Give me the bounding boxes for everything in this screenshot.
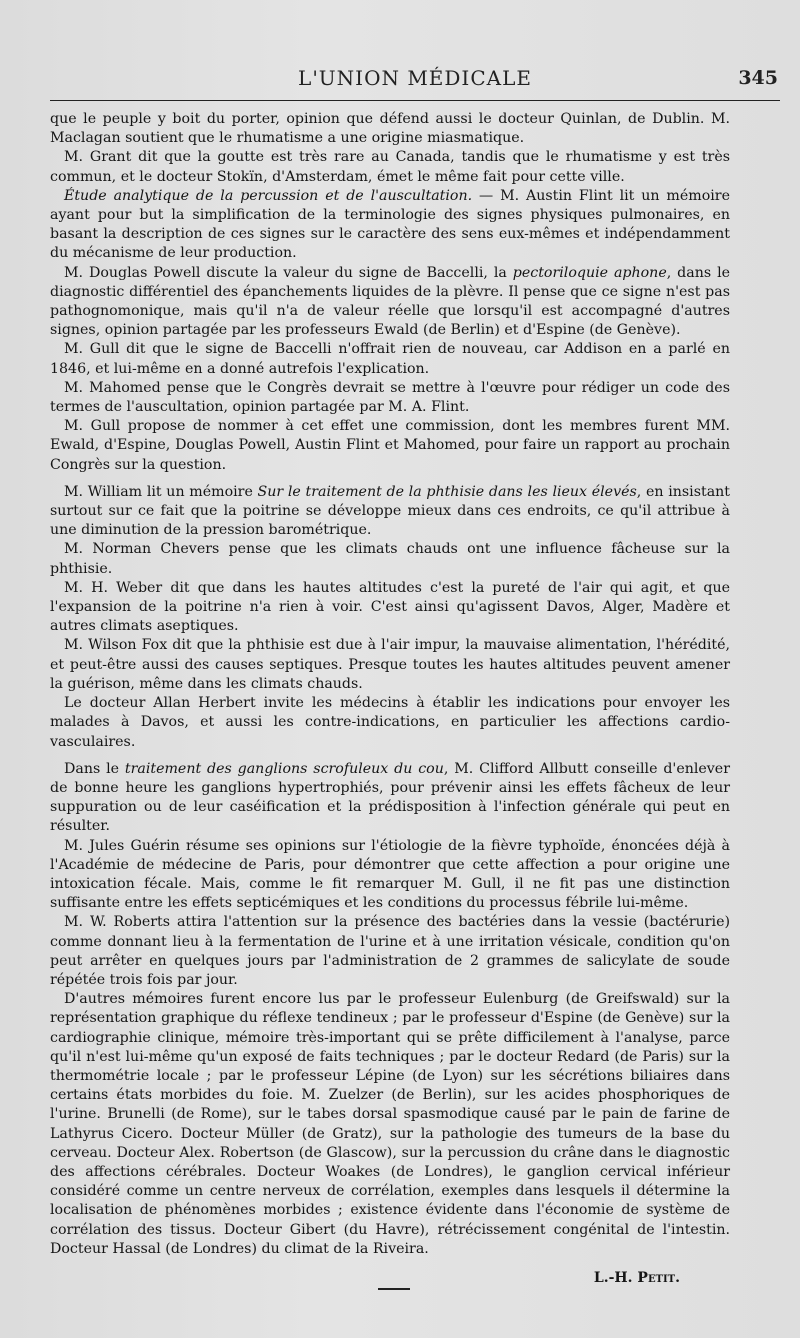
paragraph: M. Gull propose de nommer à cet effet une commission, dont les membres furent MM. Ewald, d'Espine, Douglas Powell, Austin Flint et Mahomed, pour faire un rapport au prochain Congrès sur la question. [50,418,730,473]
paragraph: M. Grant dit que la goutte est très rare au Canada, tandis que le rhumatisme y est très commun, et le docteur Stokïn, d'Amsterdam, émet le même fait pour cette ville. [50,149,730,185]
article-body [50,110,730,1288]
page-number: 345 [738,67,778,89]
paragraph: M. Douglas Powell discute la valeur du signe de Baccelli, la pectoriloquie aphone, dans le diagnostic différentiel des épanchements liquides de la plèvre. Il pense que ce signe n'est pas pathognomonique, mais qu'il n'a de valeur réelle que lorsqu'il est accompagné d'autres signes, opinion partagée par les professeurs Ewald (de Berlin) et d'Espine (de Genève). [50,264,731,339]
author-signature: L.-H. Petit. [593,1269,680,1286]
paragraph: M. William lit un mémoire Sur le traitement de la phthisie dans les lieux élevés, en insistant surtout sur ce fait que la poitrine se développe mieux dans ces endroits, ce qu'il attribue à une diminution de la pression barométrique. [50,483,730,539]
paragraph: M. Wilson Fox dit que la phthisie est due à l'air impur, la mauvaise alimentation, l'hérédité, et peut-être aussi des causes septiques. Presque toutes les hautes altitudes peuvent amener la guérison, même dans les climats chauds. [50,637,730,692]
paragraph: Le docteur Allan Herbert invite les médecins à établir les indications pour envoyer les malades à Davos, et aussi les contre-indications, en particulier les affections cardio-vasculaires. [50,695,730,750]
paragraph: Dans le traitement des ganglions scrofuleux du cou, M. Clifford Allbutt conseille d'enlever de bonne heure les ganglions hypertrophiés, pour prévenir ainsi les effets fâcheux de leur suppuration ou de leur caséification et la prédisposition à l'infection générale qui peut en résulter. [50,760,730,835]
paragraph: M. Jules Guérin résume ses opinions sur l'étiologie de la fièvre typhoïde, énoncées déjà à l'Académie de médecine de Paris, pour démontrer que cette affection a pour origine une intoxication fécale. Mais, comme le fit remarquer M. Gull, il ne fit pas une distinction suffisante entre les effets septicémiques et les conditions du processus fébrile lui-même. [50,837,730,912]
section-heading: Étude analytique de la percussion et de l'auscultation. [64,187,473,204]
end-rule [378,1288,410,1290]
paragraph: M. Gull dit que le signe de Baccelli n'offrait rien de nouveau, car Addison en a parlé en 1846, et lui-même en a donné autrefois l'explication. [50,341,730,377]
paragraph: D'autres mémoires furent encore lus par le professeur Eulenburg (de Greifswald) sur la représentation graphique du réflexe tendineux ; par le professeur d'Espine (de Genève) sur la cardiographie clinique, mémoire très-important qui se prête difficilement à l'analyse, parce qu'il n'est lui-même qu'un exposé de faits techniques ; par le docteur Redard (de Paris) sur la thermométrie locale ; par le professeur Lépine (de Lyon) sur les sécrétions biliaires dans certains états morbides du foie. M. Zuelzer (de Berlin), sur les acides phosphoriques de l'urine. Brunelli (de Rome), sur le tabes dorsal spasmodique causé par le pain de farine de Lathyrus Cicero. Docteur Müller (de Gratz), sur la pathologie des tumeurs de la base du cerveau. Docteur Alex. Robertson (de Glascow), sur la percussion du crâne dans le diagnostic des affections cérébrales. Docteur Woakes (de Londres), le ganglion cervical inférieur considéré comme un centre nerveux de corrélation, exemples dans lesquels il détermine la localisation de phénomènes morbides ; existence évidente dans l'économie de système de corrélation des tissus. Docteur Gibert (du Havre), rétrécissement congénital de l'intestin. Docteur Hassal (de Londres) du climat de la Riveira. [50,991,730,1257]
running-title: L'UNION MÉDICALE [298,66,532,90]
paragraph: M. Mahomed pense que le Congrès devrait se mettre à l'œuvre pour rédiger un code des termes de l'auscultation, opinion partagée par M. A. Flint. [50,379,730,416]
paragraph: que le peuple y boit du porter, opinion que défend aussi le docteur Quinlan, de Dublin. M. Maclagan soutient que le rhumatisme a une origine miasmatique. [50,111,730,147]
paragraph: M. Norman Chevers pense que les climats chauds ont une influence fâcheuse sur la phthisie. [50,541,730,577]
paragraph: Étude analytique de la percussion et de l'auscultation. — M. Austin Flint lit un mémoire ayant pour but la simplification de la terminologie des signes physiques pulmonaires, en basant la description de ces signes sur le caractère des sens eux-mêmes et indépendamment du mécanisme de leur production. [50,187,730,262]
page-header [50,60,780,101]
paragraph: M. W. Roberts attira l'attention sur la présence des bactéries dans la vessie (bactérurie) comme donnant lieu à la fermentation de l'urine et à une irritation vésicale, condition qu'on peut arrêter en quelques jours par l'administration de 2 grammes de salicylate de soude répétée trois fois par jour. [50,914,730,988]
paragraph: M. H. Weber dit que dans les hautes altitudes c'est la pureté de l'air qui agit, et que l'expansion de la poitrine n'a rien à voir. C'est ainsi qu'agissent Davos, Alger, Madère et autres climats aseptiques. [50,579,730,635]
